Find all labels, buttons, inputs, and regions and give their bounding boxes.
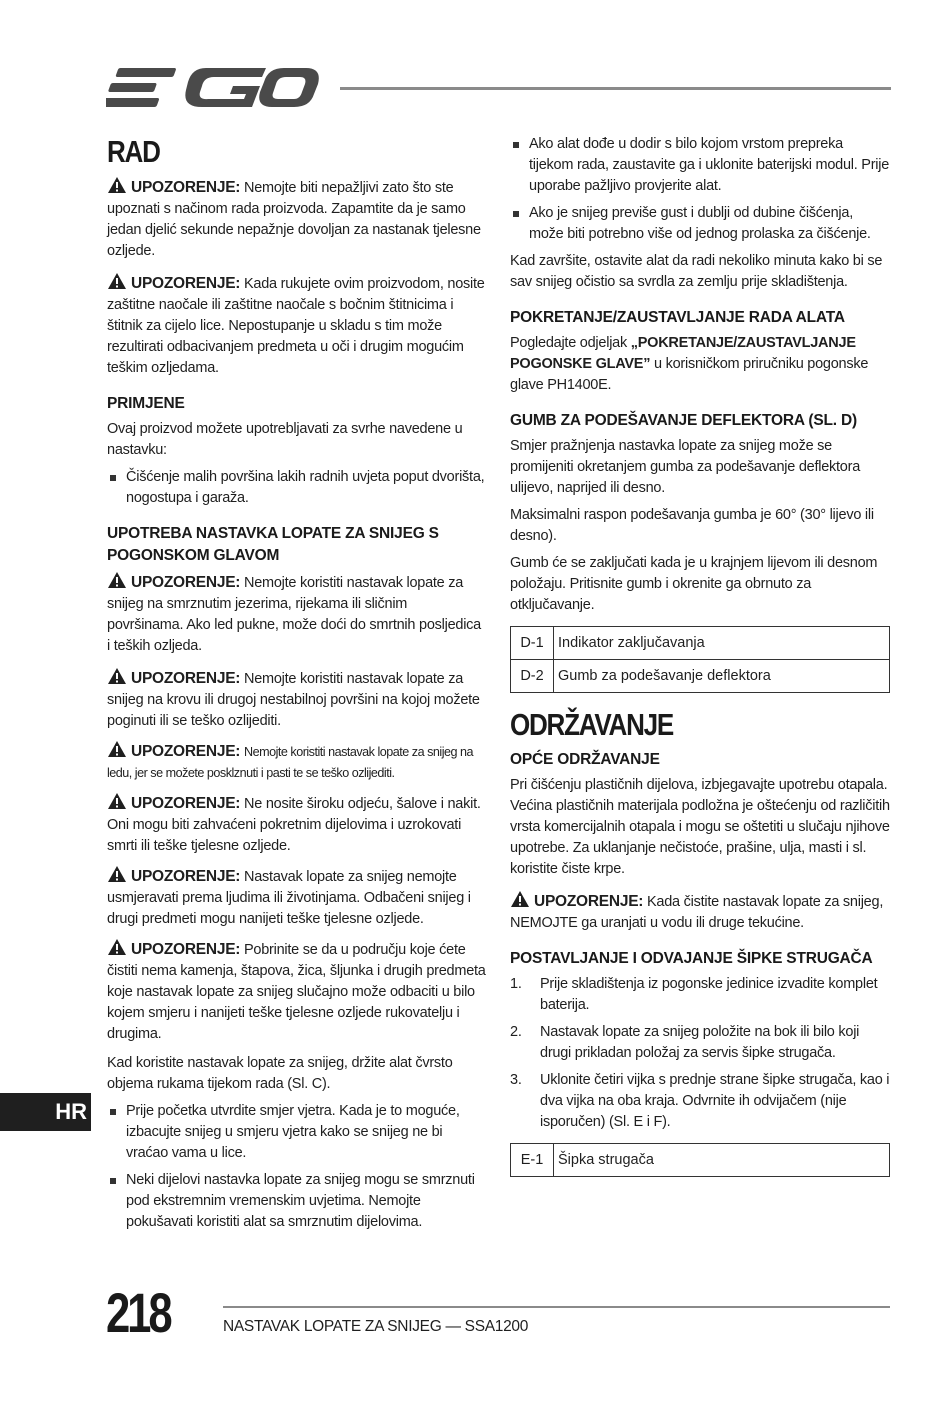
warning-text: Pobrinite se da u području koje ćete čistiti nema kamenja, štapova, žica, šljunka i drugih predmeta koje nastavak lopate za snijeg slučajno može odbaciti u bilo kojem smjeru i nanijeti teške tjelesne ozljede rukovatelju i drugima. (107, 942, 486, 1042)
footer-rule (223, 1306, 890, 1308)
finish-text: Kad završite, ostavite alat da radi nekoliko minuta kako bi se sav snijeg očistio sa svrdla za zemlju prije skladištenja. (510, 253, 883, 290)
scraper-steps (510, 974, 890, 1133)
warning-icon (107, 865, 127, 883)
section-title-rad: RAD (107, 134, 160, 169)
table-cell-code: D-1 (511, 627, 554, 660)
language-tab: HR (0, 1093, 91, 1131)
ego-logo (106, 64, 320, 112)
warning-icon (107, 938, 127, 956)
list-item: Čišćenje malih površina lakih radnih uvjeta poput dvorišta, nogostupa i garaža. (107, 467, 487, 509)
warning-label: UPOZORENJE: (131, 743, 241, 760)
footer-text: NASTAVAK LOPATE ZA SNIJEG — SSA1200 (223, 1318, 529, 1335)
warning-label: UPOZORENJE: (131, 941, 241, 958)
warning-label: UPOZORENJE: (131, 275, 241, 292)
warning-8 (107, 938, 487, 1045)
table-cell-label: Indikator zaključavanja (554, 627, 890, 660)
warning-5 (107, 740, 487, 784)
reference-table-e (510, 1143, 890, 1177)
warning-1 (107, 176, 487, 262)
warning-icon (107, 740, 127, 758)
warning-text: Kada rukujete ovim proizvodom, nosite zaštitne naočale ili zaštitne naočale s bočnim štitnicima i štitnik za cijelo lice. Nepostupanje u skladu s tim može rezultirati odbacivanjem predmeta u oči i drugim mogućim teškim ozljedama. (107, 276, 485, 376)
grip-text: Kad koristite nastavak lopate za snijeg, držite alat čvrsto objema rukama tijekom rada (Sl. C). (107, 1055, 453, 1092)
warning-icon (107, 792, 127, 810)
knob-text-2: Maksimalni raspon podešavanja gumba je 60° (30° lijevo ili desno). (510, 507, 874, 544)
heading-deflector-knob: GUMB ZA PODEŠAVANJE DEFLEKTORA (SL. D) (510, 412, 857, 429)
operation-list (107, 1101, 487, 1233)
right-column (510, 134, 890, 1189)
warning-6 (107, 792, 487, 857)
warning-text: Nemojte biti nepažljivi zato što ste upoznati s načinom rada proizvoda. Zapamtite da je samo jedan djelić sekunde nepažnje dovoljan za nastanak tjelesne ozljede. (107, 180, 481, 259)
general-text: Pri čišćenju plastičnih dijelova, izbjegavajte upotrebu otapala. Većina plastičnih materijala podložna je oštećenju od različitih vrsta komercijalnih otapala i mogu se oštetiti u slučaju njihove upotrebe. Za uklanjanje nečistoće, prašine, ulja, masti i sl. koristite čiste krpe. (510, 777, 890, 877)
warning-icon (107, 571, 127, 589)
primjene-list (107, 467, 487, 509)
warning-4 (107, 667, 487, 732)
operation-list-continued (510, 134, 890, 245)
warning-text: Nemojte koristiti nastavak lopate za snijeg na ledu, jer se možete posklznuti i pasti te se teško ozlijediti. (107, 745, 474, 780)
list-item: 2. Nastavak lopate za snijeg položite na bok ili bilo koji drugi prikladan položaj za servis šipke strugača. (510, 1024, 860, 1061)
list-item: 1. Prije skladištenja iz pogonske jedinice izvadite komplet baterija. (510, 976, 878, 1013)
warning-label: UPOZORENJE: (131, 574, 241, 591)
warning-text: Nastavak lopate za snijeg nemojte usmjeravati prema ljudima ili životinjama. Odbačeni snijeg i drugi predmeti mogu nanijeti teške tjelesne ozljede. (107, 869, 471, 927)
knob-text-3: Gumb će se zaključati kada je u krajnjem lijevom ili desnom položaju. Pritisnite gumb i okrenite ga obrnuto za otključavanje. (510, 555, 878, 613)
page-number: 218 (106, 1281, 170, 1344)
heading-start-stop: POKRETANJE/ZAUSTAVLJANJE RADA ALATA (510, 309, 845, 326)
warning-label: UPOZORENJE: (131, 670, 241, 687)
list-item: Prije početka utvrdite smjer vjetra. Kada je to moguće, izbacujte snijeg u smjeru vjetra kako se snijeg ne bi vraćao vama u lice. (107, 1101, 487, 1164)
warning-icon (510, 890, 530, 908)
warning-text: Nemojte koristiti nastavak lopate za snijeg na smrznutim jezerima, rijekama ili sličnim površinama. Ako led pukne, može doći do smrtnih posljedica i teških ozljeda. (107, 575, 481, 654)
list-item: Ako alat dođe u dodir s bilo kojom vrstom prepreka tijekom rada, zaustavite ga i uklonite baterijski modul. Prije uporabe pažljivo provjerite alat. (510, 134, 890, 197)
warning-text: Ne nosite široku odjeću, šalove i nakit. Oni mogu biti zahvaćeni pokretnim dijelovima i uzrokovati smrti ili teške tjelesne ozljede. (107, 796, 481, 854)
reference-table-d (510, 626, 890, 693)
warning-7 (107, 865, 487, 930)
list-item: Ako je snijeg previše gust i dublji od dubine čišćenja, može biti potrebno više od jednog prolaska za čišćenje. (510, 203, 890, 245)
heading-primjene: PRIMJENE (107, 395, 185, 412)
warning-icon (107, 176, 127, 194)
heading-general-maintenance: OPĆE ODRŽAVANJE (510, 751, 660, 768)
header-rule (340, 87, 891, 90)
table-row (511, 627, 890, 660)
table-cell-code: E-1 (511, 1144, 554, 1177)
table-cell-label: Gumb za podešavanje deflektora (554, 660, 890, 693)
table-cell-code: D-2 (511, 660, 554, 693)
warning-icon (107, 272, 127, 290)
primjene-text: Ovaj proizvod možete upotrebljavati za svrhe navedene u nastavku: (107, 421, 463, 458)
heading-upotreba: UPOTREBA NASTAVKA LOPATE ZA SNIJEG S POGONSKOM GLAVOM (107, 525, 439, 564)
warning-2 (107, 272, 487, 379)
section-title-odrzavanje: ODRŽAVANJE (510, 707, 673, 742)
table-cell-label: Šipka strugača (554, 1144, 890, 1177)
warning-label: UPOZORENJE: (131, 179, 241, 196)
left-column (107, 134, 487, 1239)
heading-scraper: POSTAVLJANJE I ODVAJANJE ŠIPKE STRUGAČA (510, 950, 873, 967)
list-item: 3. Uklonite četiri vijka s prednje strane šipke strugača, kao i dva vijka na oba kraja. Odvrnite ih odvijačem (nije isporučen) (Sl. E i F). (510, 1072, 890, 1130)
list-item: Neki dijelovi nastavka lopate za snijeg mogu se smrznuti pod ekstremnim vremenskim uvjetima. Nemojte pokušavati koristiti alat sa smrznutim dijelovima. (107, 1170, 487, 1233)
warning-icon (107, 667, 127, 685)
warning-label: UPOZORENJE: (131, 795, 241, 812)
warning-text: Nemojte koristiti nastavak lopate za snijeg na krovu ili drugoj nestabilnoj površini na kojoj možete poginuti ili se teško ozlijediti. (107, 671, 480, 729)
start-stop-reference: „POKRETANJE/ZAUSTAVLJANJE POGONSKE GLAVE” (510, 335, 856, 372)
start-stop-text: Pogledajte odjeljak „POKRETANJE/ZAUSTAVLJANJE POGONSKE GLAVE” u korisničkom priručniku pogonske glave PH1400E. (510, 335, 869, 393)
table-row (511, 1144, 890, 1177)
warning-3 (107, 571, 487, 657)
table-row (511, 660, 890, 693)
knob-text-1: Smjer pražnjenja nastavka lopate za snijeg može se promijeniti okretanjem gumba za podešavanje deflektora ulijevo, naprijed ili desno. (510, 438, 861, 496)
warning-label: UPOZORENJE: (131, 868, 241, 885)
warning-9 (510, 890, 890, 934)
warning-label: UPOZORENJE: (534, 893, 644, 910)
warning-text: Kada čistite nastavak lopate za snijeg, NEMOJTE ga uranjati u vodu ili druge tekućine. (510, 894, 884, 931)
